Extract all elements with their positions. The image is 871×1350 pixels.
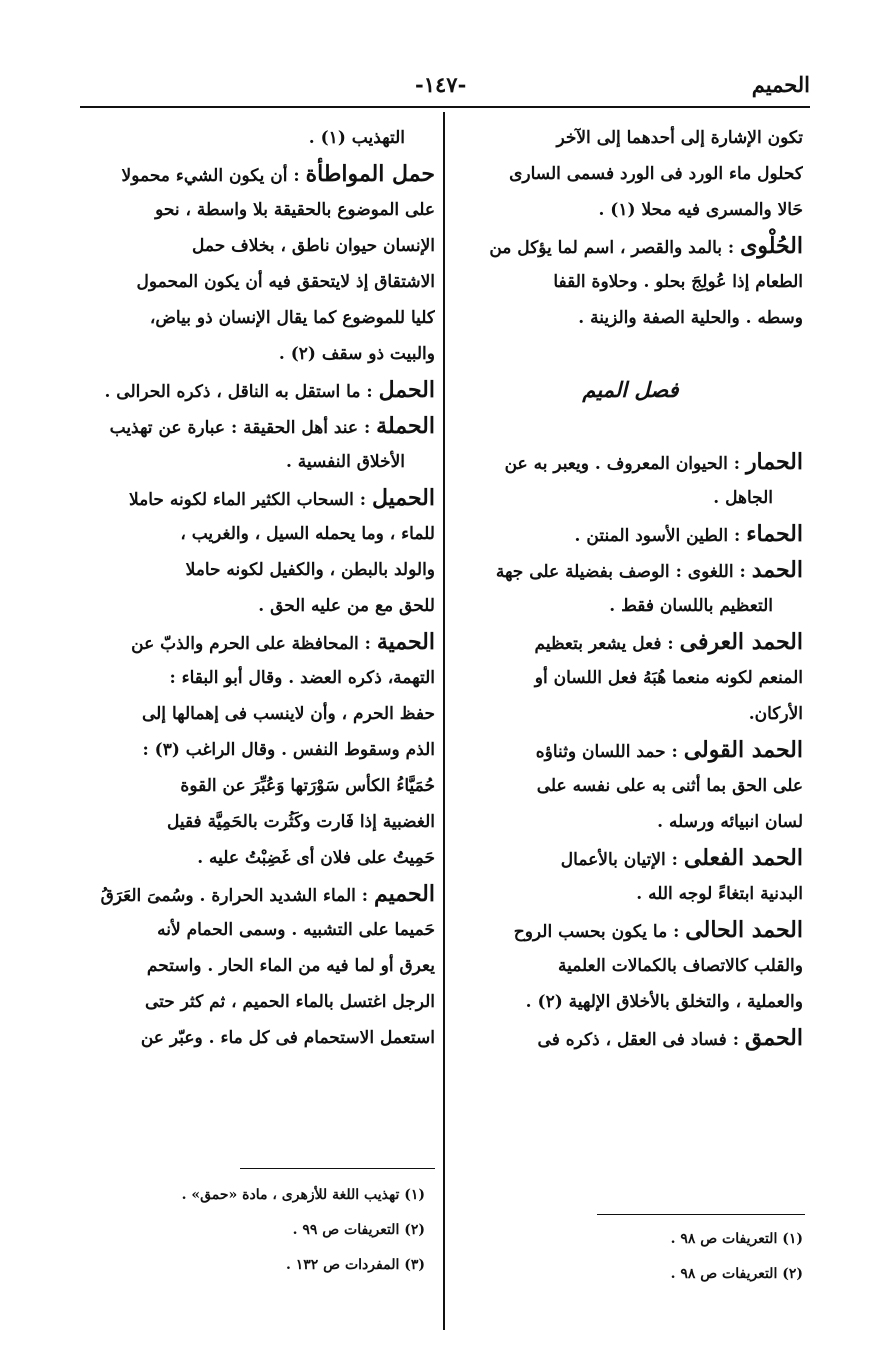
entry-text: : الحيوان المعروف . ويعبر به عن [504,454,746,474]
entry-term: الحُلْوى [740,233,803,259]
entry-text: والبيت ذو سقف (٢) . [278,344,435,364]
text-line [80,480,435,516]
text-line [80,300,435,336]
header-rule [80,106,810,108]
text-line [80,624,435,660]
entry-text: الاشتقاق إذ لايتحقق فيه أن يكون المحمول [136,272,435,292]
text-line [458,1020,803,1056]
text-line [458,768,803,804]
footnote: (٢) التعريفات ص ٩٨ . [670,1266,803,1282]
text-line [80,192,435,228]
text-line [80,516,435,552]
text-line [458,660,803,696]
right-column-paragraphs [458,120,803,336]
text-line [458,732,803,768]
entry-term: الحمد الحالى [685,917,803,943]
text-line [80,804,435,840]
entry-text: : عند أهل الحقيقة : عبارة عن تهذيب [109,418,377,438]
text-line [458,552,803,588]
entry-text: : اللغوى : الوصف بفضيلة على جهة [495,562,752,582]
text-line [80,588,435,624]
entry-term: الحمد [751,557,803,583]
text-line [458,804,803,840]
entry-text: للماء ، وما يحمله السيل ، والغريب ، [180,524,435,544]
text-line [458,624,803,660]
entry-text: : المحافظة على الحرم والذبّ عن [131,634,377,654]
entry-term: حمل المواطأة [305,161,435,187]
entry-term: الحميم [373,881,435,907]
entry-text: كليا للموضوع كما يقال الإنسان ذو بياض، [149,308,435,328]
spacer [458,336,803,372]
text-line [458,984,803,1020]
entry-text: : أن يكون الشيء محمولا [121,166,306,186]
entry-text: استعمل الاستحمام فى كل ماء . وعبّر عن [140,1028,435,1048]
text-line [458,444,803,480]
text-line [458,264,803,300]
footnote: (٢) التعريفات ص ٩٩ . [292,1222,425,1238]
text-line [458,192,803,228]
entry-text: الرجل اغتسل بالماء الحميم ، ثم كثر حتى [144,992,435,1012]
entry-text: والولد بالبطن ، والكفيل لكونه حاملا [185,560,435,580]
text-line [458,840,803,876]
entry-text: للحق مع من عليه الحق . [258,596,435,616]
entry-term: الحمد الفعلى [683,845,803,871]
text-line [80,732,435,768]
text-line [80,768,435,804]
text-line [458,516,803,552]
text-line [458,876,803,912]
text-line [458,228,803,264]
footnote-rule-left [240,1168,435,1169]
entry-text: الجاهل . [713,488,773,508]
text-line [458,156,803,192]
entry-text: : الماء الشديد الحرارة . وسُمىَ العَرَقُ [100,886,374,906]
entry-text: حَميما على التشبيه . وسمى الحمام لأنه [157,920,435,940]
text-line [80,552,435,588]
text-line [80,948,435,984]
entry-text: : السحاب الكثير الماء لكونه حاملا [128,490,372,510]
entry-text: : بالمد والقصر ، اسم لما يؤكل من [489,238,741,258]
footnote: (١) التعريفات ص ٩٨ . [670,1231,803,1247]
entry-text: حَالا والمسرى فيه محلا (١) . [598,200,803,220]
entry-text: الأركان. [748,704,803,724]
entry-text: التهمة، ذكره العضد . وقال أبو البقاء : [169,668,435,688]
entry-text: لسان انبيائه ورسله . [657,812,803,832]
right-column [458,120,803,1056]
footnotes-left [80,1178,425,1283]
footnote: (١) تهذيب اللغة للأزهرى ، مادة «حمق» . [181,1187,425,1203]
text-line [80,840,435,876]
page-header [80,72,810,102]
entry-text: الطعام إذا عُولِجَ بحلو . وحلاوة القفا [553,272,803,292]
text-line [80,120,435,156]
entry-term: الحمل [378,377,435,403]
entry-text: على الموضوع بالحقيقة بلا واسطة ، نحو [155,200,435,220]
text-line [80,660,435,696]
entry-text: : الطين الأسود المنتن . [574,526,747,546]
spacer [458,408,803,444]
footnotes-right [458,1222,803,1292]
text-line [80,264,435,300]
column-divider [443,112,445,1330]
text-line [80,1020,435,1056]
text-line [80,696,435,732]
entry-text: الإنسان حيوان ناطق ، بخلاف حمل [192,236,435,256]
entry-text: حفظ الحرم ، وأن لاينسب فى إهمالها إلى [141,704,435,724]
text-line [80,228,435,264]
footnote-rule-right [597,1214,805,1215]
entry-term: الحماء [746,521,803,547]
entry-term: الحمار [745,449,803,475]
left-column-entries [80,120,435,1056]
left-column [80,120,435,1056]
entry-text: التهذيب (١) . [308,128,405,148]
entry-text: : فساد فى العقل ، ذكره فى [537,1030,745,1050]
entry-text: تكون الإشارة إلى أحدهما إلى الآخر [556,128,803,148]
right-column-entries [458,444,803,1056]
entry-text: والعملية ، والتخلق بالأخلاق الإلهية (٢) . [525,992,803,1012]
entry-text: : ما استقل به الناقل ، ذكره الحرالى . [104,382,379,402]
text-line [458,300,803,336]
entry-text: : ما يكون بحسب الروح [513,922,686,942]
entry-term: الحميل [371,485,435,511]
entry-term: الحمية [376,629,435,655]
entry-text: المنعم لكونه منعما هُبَهُ فعل اللسان أو [534,668,803,688]
text-line [80,156,435,192]
entry-text: : فعل يشعر بتعظيم [534,634,680,654]
section-title: فصل الميم [582,377,679,402]
text-line [80,336,435,372]
entry-text: على الحق بما أثنى به على نفسه على [536,776,803,796]
text-line [458,696,803,732]
text-line [80,408,435,444]
entry-text: حَمِيتُ على فلان أى غَضِبْتُ عليه . [197,848,435,868]
entry-term: الحملة [376,413,435,439]
text-line [80,912,435,948]
entry-text: يعرق أو لما فيه من الماء الحار . واستحم [146,956,435,976]
text-line [458,912,803,948]
entry-text: التعظيم باللسان فقط . [609,596,773,616]
text-line [80,984,435,1020]
page-number: -١٤٧- [415,72,467,97]
text-line [458,480,803,516]
entry-text: حُمَيَّاءُ الكأس سَوْرَتها وَعُبِّرَ عن القوة [180,776,435,796]
text-line [80,372,435,408]
entry-text: كحلول ماء الورد فى الورد فسمى السارى [509,164,803,184]
text-line [458,948,803,984]
entry-text: وسطه . والحلية الصفة والزينة . [578,308,803,328]
entry-term: الحمد القولى [683,737,803,763]
entry-term: الحمد العرفى [679,629,803,655]
entry-text: الأخلاق النفسية . [285,452,405,472]
running-head-word: الحميم [751,72,810,97]
footnote: (٣) المفردات ص ١٣٢ . [286,1257,425,1273]
entry-text: والقلب كالاتصاف بالكمالات العلمية [557,956,803,976]
text-line [80,444,435,480]
entry-text: البدنية ابتغاءً لوجه الله . [636,884,803,904]
entry-text: : حمد اللسان وثناؤه [535,742,684,762]
text-line [458,120,803,156]
text-line [458,588,803,624]
entry-text: : الإتيان بالأعمال [560,850,684,870]
text-line [80,876,435,912]
entry-term: الحمق [744,1025,803,1051]
entry-text: الذم وسقوط النفس . وقال الراغب (٣) : [142,740,435,760]
entry-text: الغضبية إذا فَارت وكَثُرت بالحَمِيَّة فقيل [166,812,435,832]
